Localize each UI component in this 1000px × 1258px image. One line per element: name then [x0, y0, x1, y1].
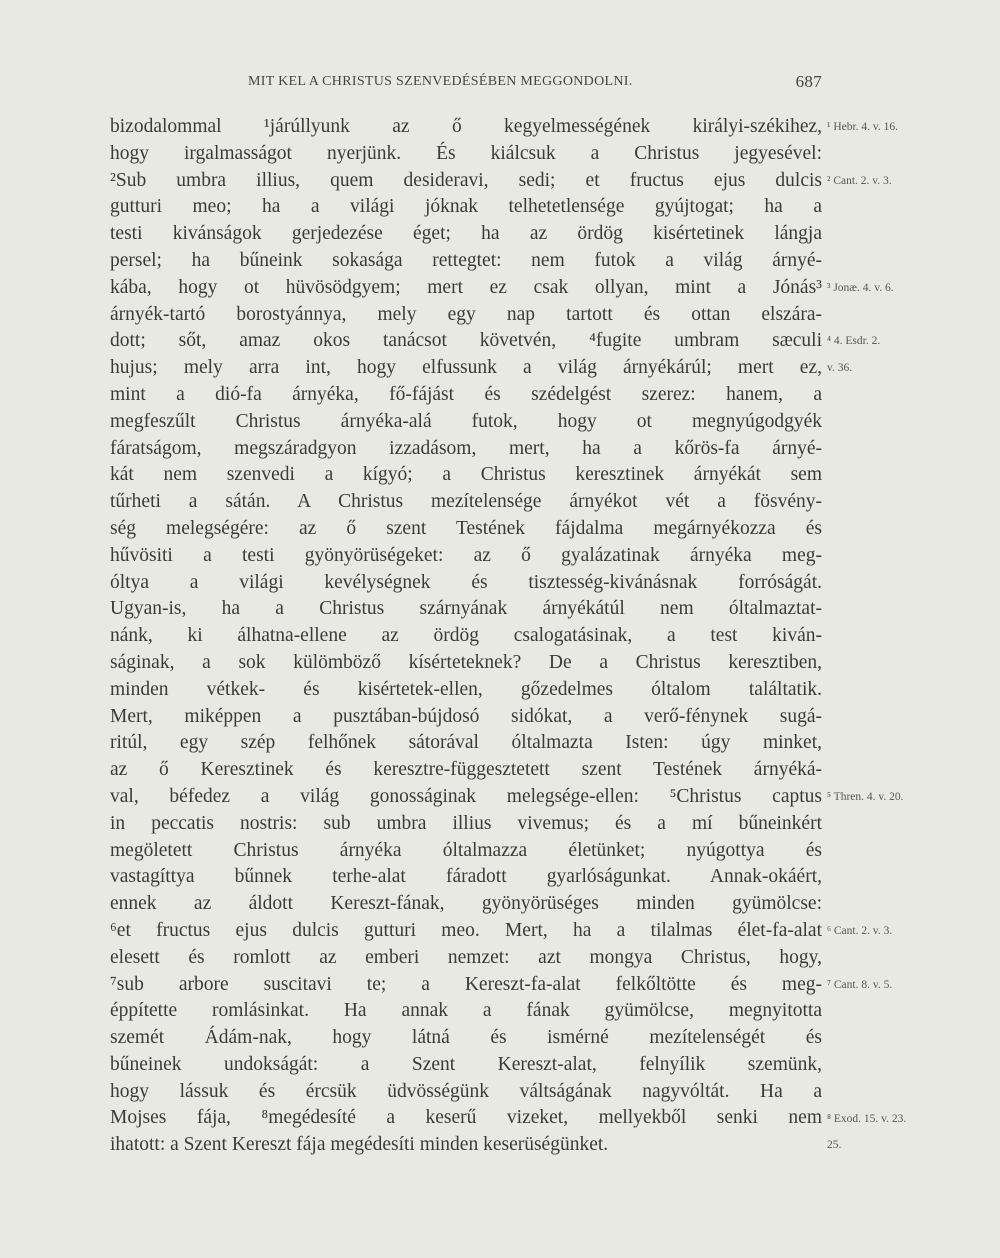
text-line: persel; ha bűneink sokasága rettegtet: nem futok a világ árnyé- [110, 249, 822, 271]
margin-note: ³ Jonæ. 4. v. 6. [827, 281, 894, 294]
text-line: óltya a világi kevélységnek és tisztesség-kivánásnak forróságát. [110, 571, 822, 593]
text-line: minden vétkek- és kisértetek-ellen, gőzedelmes óltalom találtatik. [110, 678, 822, 700]
text-line: árnyék-tartó borostyánnya, mely egy nap tartott és ottan elszára- [110, 303, 822, 325]
text-line: hujus; mely arra int, hogy elfussunk a világ árnyékárúl; mert ez, [110, 357, 822, 379]
running-title: MIT KEL A CHRISTUS SZENVEDÉSÉBEN MEGGONDOLNI. [248, 74, 633, 89]
body-text [110, 114, 822, 1159]
text-line: ²Sub umbra illius, quem desideravi, sedi; et fructus ejus dulcis [110, 169, 822, 191]
text-line: kát nem szenvedi a kígyó; a Christus keresztinek árnyékát sem [110, 464, 822, 486]
text-line: hogy irgalmasságot nyerjünk. És kiálcsuk a Christus jegyesével: [110, 142, 822, 164]
text-line: in peccatis nostris: sub umbra illius vivemus; és a mí bűneinkért [110, 812, 822, 834]
margin-note: ⁵ Thren. 4. v. 20. [827, 791, 904, 803]
text-line: Ugyan-is, ha a Christus szárnyának árnyékátúl nem óltalmaztat- [110, 598, 822, 620]
text-line: vastagíttya bűnnek terhe-alat fáradott gyarlóságunkat. Annak-okáért, [110, 866, 822, 888]
text-line: nánk, ki álhatna-ellene az ördög csalogatásinak, a test kiván- [110, 625, 822, 647]
text-line: Mert, miképpen a pusztában-bújdosó sidókat, a verő-fénynek sugá- [110, 705, 822, 727]
text-line: testi kivánságok gerjedezése éget; ha az ördög kisértetinek lángja [110, 223, 822, 245]
margin-note: v. 36. [827, 362, 853, 375]
text-line: Mojses fája, ⁸megédesíté a keserű vizeket, mellyekből senki nem [110, 1107, 822, 1129]
text-line: éppítette romlásinkat. Ha annak a fának gyümölcse, megnyitotta [110, 1000, 822, 1022]
text-line: val, béfedez a világ gonosságinak melegsége-ellen: ⁵Christus captus [110, 785, 822, 807]
text-line: ség melegségére: az ő szent Testének fájdalma megárnyékozza és [110, 517, 822, 539]
text-line: fáratságom, megszáradgyon izzadásom, mert, ha a kőrös-fa árnyé- [110, 437, 822, 459]
text-line: bűneinek undokságát: a Szent Kereszt-alat, felnyílik szemünk, [110, 1053, 822, 1075]
page-number: 687 [795, 72, 822, 91]
text-line: megfeszűlt Christus árnyéka-alá futok, hogy ot megnyúgodgyék [110, 410, 822, 432]
text-line: hogy lássuk és ércsük üdvösségünk váltságának nagyvóltát. Ha a [110, 1080, 822, 1102]
text-line: gutturi meo; ha a világi jóknak telhetetlensége gyújtogat; ha a [110, 196, 822, 218]
text-line: az ő Keresztinek és keresztre-függesztetett szent Testének árnyéká- [110, 759, 822, 781]
margin-note: ⁷ Cant. 8. v. 5. [827, 978, 893, 991]
margin-note: ² Cant. 2. v. 3. [827, 174, 892, 187]
margin-note: ⁴ 4. Esdr. 2. [827, 335, 881, 348]
text-line: szemét Ádám-nak, hogy látná és ismérné mezítelenségét és [110, 1027, 822, 1049]
text-line: ritúl, egy szép felhőnek sátorával óltalmazta Isten: úgy minket, [110, 732, 822, 754]
text-line: dott; sőt, amaz okos tanácsot követvén, ⁴fugite umbram sæculi [110, 330, 822, 352]
running-header [110, 74, 822, 98]
text-line: kába, hogy ot hüvösödgyem; mert ez csak ollyan, mint a Jónás³ [110, 276, 822, 298]
margin-note: ⁸ Exod. 15. v. 23. [827, 1112, 907, 1125]
text-line: ⁶et fructus ejus dulcis gutturi meo. Mert, ha a tilalmas élet-fa-alat [110, 919, 822, 941]
margin-note: 25. [827, 1139, 842, 1152]
text-line: ⁷sub arbore suscitavi te; a Kereszt-fa-alat felkőltötte és meg- [110, 973, 822, 995]
text-line: ennek az áldott Kereszt-fának, gyönyörüséges minden gyümölcse: [110, 893, 822, 915]
text-line: mint a dió-fa árnyéka, fő-fájást és szédelgést szerez: hanem, a [110, 383, 822, 405]
text-line: ságinak, a sok külömböző kísérteteknek? De a Christus keresztiben, [110, 651, 822, 673]
text-line: tűrheti a sátán. A Christus mezítelensége árnyékot vét a fösvény- [110, 491, 822, 513]
text-line: hűvösiti a testi gyönyörüségeket: az ő gyalázatinak árnyéka meg- [110, 544, 822, 566]
text-line: elesett és romlott az emberi nemzet: azt mongya Christus, hogy, [110, 946, 822, 968]
text-line: ihatott: a Szent Kereszt fája megédesíti minden keserüségünket. [110, 1134, 609, 1156]
margin-note: ¹ Hebr. 4. v. 16. [827, 121, 899, 133]
text-line: megöletett Christus árnyéka óltalmazza életünket; nyúgottya és [110, 839, 822, 861]
text-line: bizodalommal ¹járúllyunk az ő kegyelmességének királyi-székihez, [110, 116, 822, 137]
margin-note: ⁶ Cant. 2. v. 3. [827, 925, 893, 937]
